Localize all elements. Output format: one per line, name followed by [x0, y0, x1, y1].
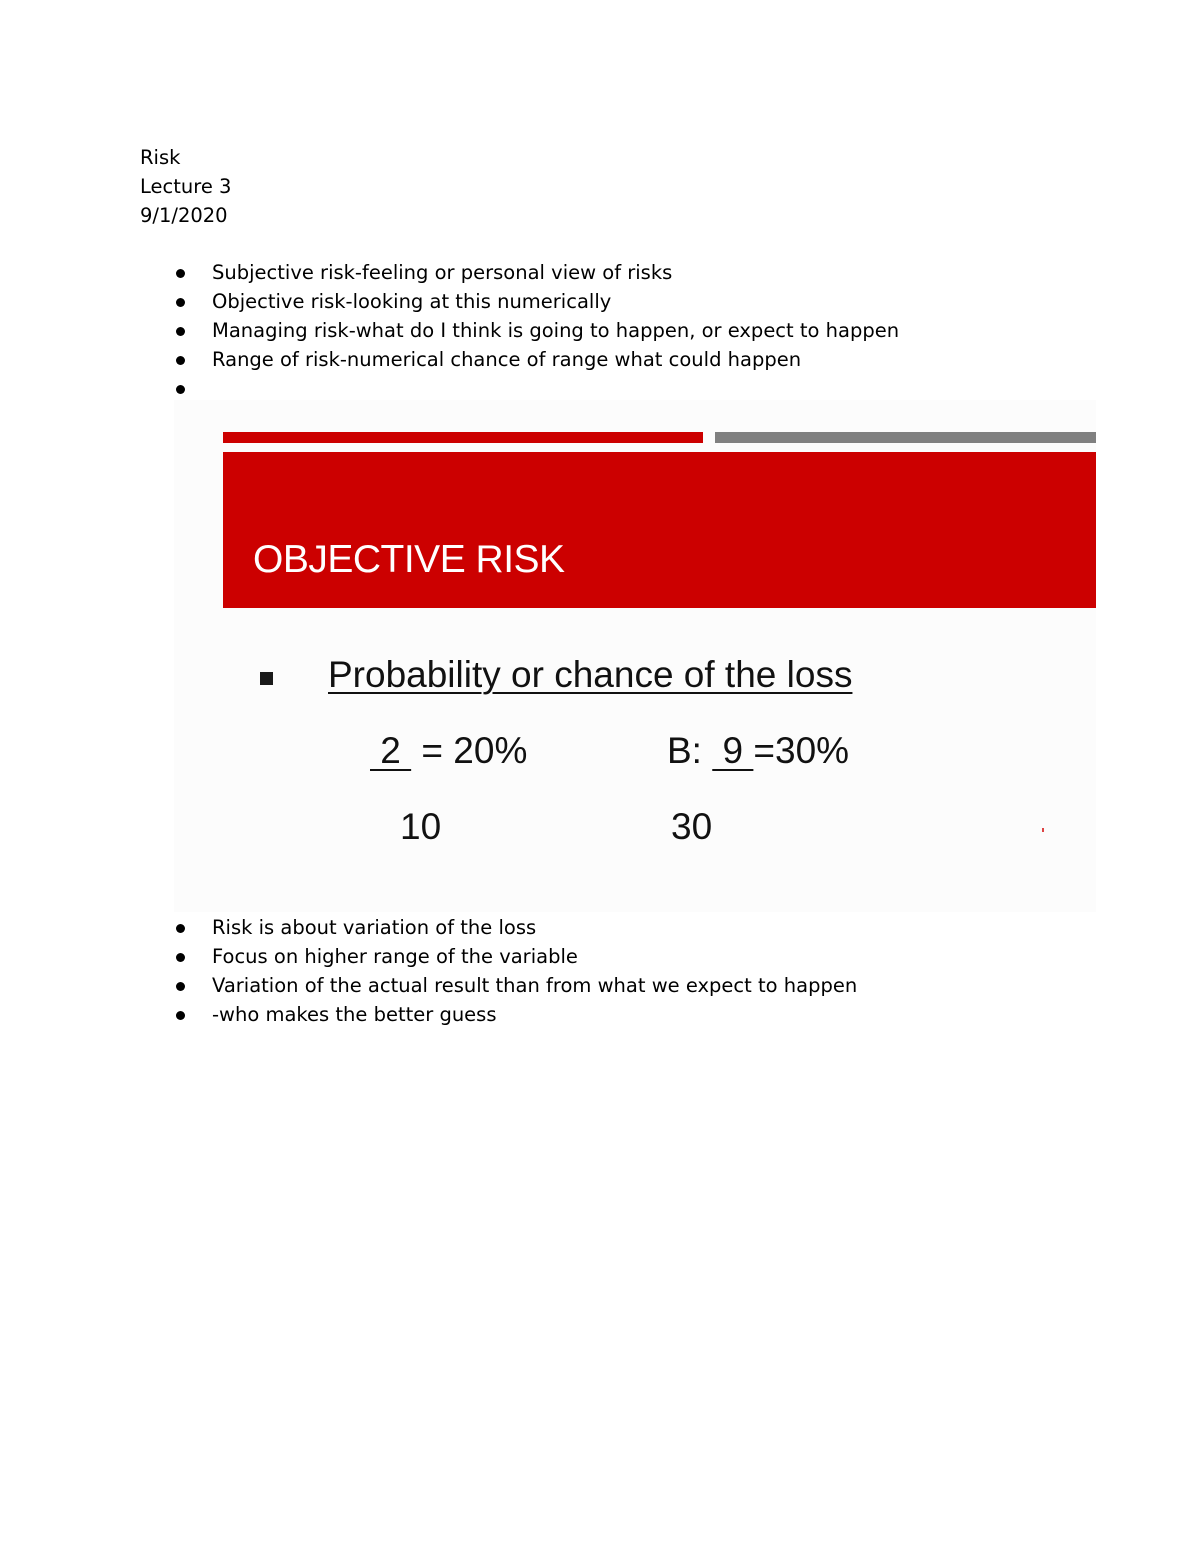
- slide-accent-bar-red: [223, 432, 703, 443]
- list-item: [174, 316, 899, 345]
- document-title: Risk: [140, 146, 181, 169]
- list-item-text: -who makes the better guess: [212, 1003, 497, 1026]
- bullet-dot-icon: [176, 356, 185, 365]
- lecture-date: 9/1/2020: [140, 204, 228, 227]
- slide-bullet-text: Probability or chance of the loss: [328, 654, 853, 695]
- slide-image: [174, 400, 1096, 912]
- bullet-dot-icon: [176, 924, 185, 933]
- list-item: [174, 942, 857, 971]
- bullet-dot-icon: [176, 269, 185, 278]
- bullet-list-bottom: [174, 913, 857, 1029]
- list-item: [174, 1000, 857, 1029]
- bullet-dot-icon: [176, 953, 185, 962]
- list-item-text: Variation of the actual result than from what we expect to happen: [212, 974, 858, 997]
- fraction-a-numerator: 2: [370, 730, 412, 771]
- list-item: [174, 971, 857, 1000]
- bullet-dot-icon: [176, 982, 185, 991]
- bullet-dot-icon: [176, 298, 185, 307]
- fraction-b-result: =30%: [753, 730, 850, 771]
- fraction-b-denominator: 30: [671, 806, 713, 847]
- fraction-b-numerator: 9: [712, 730, 754, 771]
- bullet-dot-icon: [176, 327, 185, 336]
- list-item-text: Subjective risk-feeling or personal view of risks: [212, 261, 673, 284]
- list-item: [174, 287, 899, 316]
- list-item: [174, 374, 899, 403]
- lecture-label: Lecture 3: [140, 175, 232, 198]
- bullet-list-top: [174, 258, 899, 403]
- list-item: [174, 345, 899, 374]
- slide-title-band: [223, 452, 1096, 608]
- fraction-b-top: [667, 730, 849, 772]
- fraction-a-denominator: 10: [400, 806, 442, 847]
- fraction-b-prefix: B:: [667, 730, 713, 771]
- list-item-text: Range of risk-numerical chance of range what could happen: [212, 348, 802, 371]
- bullet-dot-icon: [176, 385, 185, 394]
- list-item-text: Objective risk-looking at this numerically: [212, 290, 612, 313]
- list-item: [174, 258, 899, 287]
- fraction-a-result: = 20%: [411, 730, 528, 771]
- slide-stray-mark: [1042, 828, 1044, 832]
- list-item: [174, 913, 857, 942]
- bullet-dot-icon: [176, 1011, 185, 1020]
- slide-title: OBJECTIVE RISK: [253, 538, 565, 581]
- fraction-a-top: [370, 730, 527, 772]
- document-header: [140, 143, 231, 230]
- slide-accent-bar-gray: [715, 432, 1096, 443]
- list-item-text: Focus on higher range of the variable: [212, 945, 578, 968]
- list-item-text: Risk is about variation of the loss: [212, 916, 537, 939]
- list-item-text: Managing risk-what do I think is going to happen, or expect to happen: [212, 319, 900, 342]
- slide-bullet-square-icon: [260, 672, 273, 685]
